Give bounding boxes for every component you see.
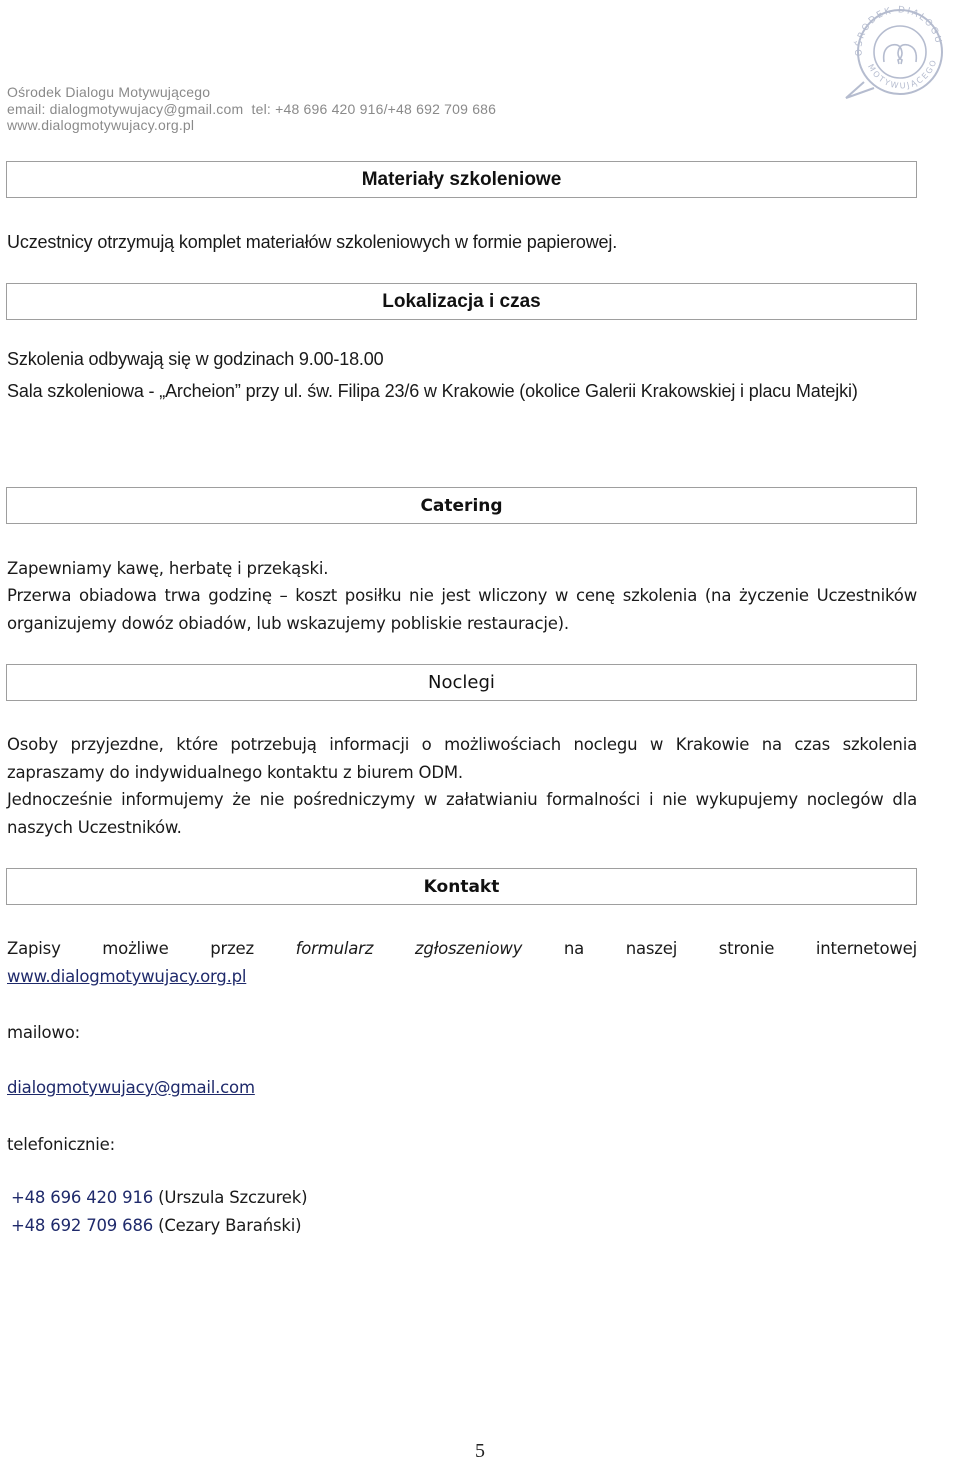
section-contact-title: Kontakt (423, 876, 500, 897)
location-hours: Szkolenia odbywają się w godzinach 9.00-18.00 (7, 349, 384, 369)
phone-row-2 (11, 1212, 921, 1240)
location-address: Sala szkoleniowa - „Archeion” przy ul. św. Filipa 23/6 w Krakowie (okolice Galerii Krakowskiej i placu Matejki) (7, 381, 858, 401)
section-location-title: Lokalizacja i czas (382, 290, 541, 312)
phone-person-2: (Cezary Barański) (158, 1216, 302, 1235)
header-contact-line: email: dialogmotywujacy@gmail.com tel: +48 696 420 916/+48 692 709 686 (7, 100, 497, 117)
website-link[interactable]: www.dialogmotywujacy.org.pl (7, 967, 247, 986)
odm-logo (840, 4, 956, 100)
phone-label: telefonicznie: (7, 1135, 115, 1154)
contact-signup-line (7, 935, 917, 963)
section-lodging-title: Noclegi (428, 672, 495, 693)
signup-form-name: formularz zgłoszeniowy (295, 939, 523, 958)
header-website: www.dialogmotywujacy.org.pl (7, 117, 195, 133)
lodging-disclaimer: Jednocześnie informujemy że nie pośredniczymy w załatwianiu formalności i nie wykupujemy noclegów dla naszych Uczestników. (7, 790, 917, 837)
catering-lunch: Przerwa obiadowa trwa godzinę – koszt posiłku nie jest wliczony w cenę szkolenia (na życzenie Uczestników organizujemy dowóz obiadów, lub wskazujemy pobliskie restauracje). (7, 586, 917, 633)
section-catering-title: Catering (420, 495, 503, 516)
email-link[interactable]: dialogmotywujacy@gmail.com (7, 1078, 255, 1097)
lodging-info: Osoby przyjezdne, które potrzebują informacji o możliwościach noclegu w Krakowie na czas szkolenia zapraszamy do indywidualnego kontaktu z biurem ODM. (7, 735, 917, 782)
signup-post: na naszej stronie internetowej (563, 939, 917, 958)
signup-pre: Zapisy możliwe przez (7, 939, 254, 958)
phone-person-1: (Urszula Szczurek) (158, 1188, 308, 1207)
section-lodging-header (6, 664, 917, 701)
page-number: 5 (475, 1440, 485, 1462)
section-location-header (6, 283, 917, 320)
contact-email-line (7, 1074, 917, 1102)
org-name: Ośrodek Dialogu Motywującego (7, 84, 211, 100)
svg-text:MOTYWUJĄCEGO: MOTYWUJĄCEGO (865, 57, 939, 91)
phone-number-1[interactable]: +48 696 420 916 (11, 1188, 154, 1207)
section-materials-title: Materiały szkoleniowe (361, 168, 562, 190)
catering-snacks: Zapewniamy kawę, herbatę i przekąski. (7, 559, 329, 578)
phone-row-1 (11, 1184, 921, 1212)
document-header (7, 84, 496, 134)
svg-text:OŚRODEK DIALOGU: OŚRODEK DIALOGU (854, 5, 944, 57)
email-label: mailowo: (7, 1023, 80, 1042)
section-materials-header (6, 161, 917, 198)
section-contact-header (6, 868, 917, 905)
phone-number-2[interactable]: +48 692 709 686 (11, 1216, 154, 1235)
contact-website-line (7, 963, 917, 991)
section-catering-header (6, 487, 917, 524)
materials-body: Uczestnicy otrzymują komplet materiałów szkoleniowych w formie papierowej. (7, 232, 618, 252)
